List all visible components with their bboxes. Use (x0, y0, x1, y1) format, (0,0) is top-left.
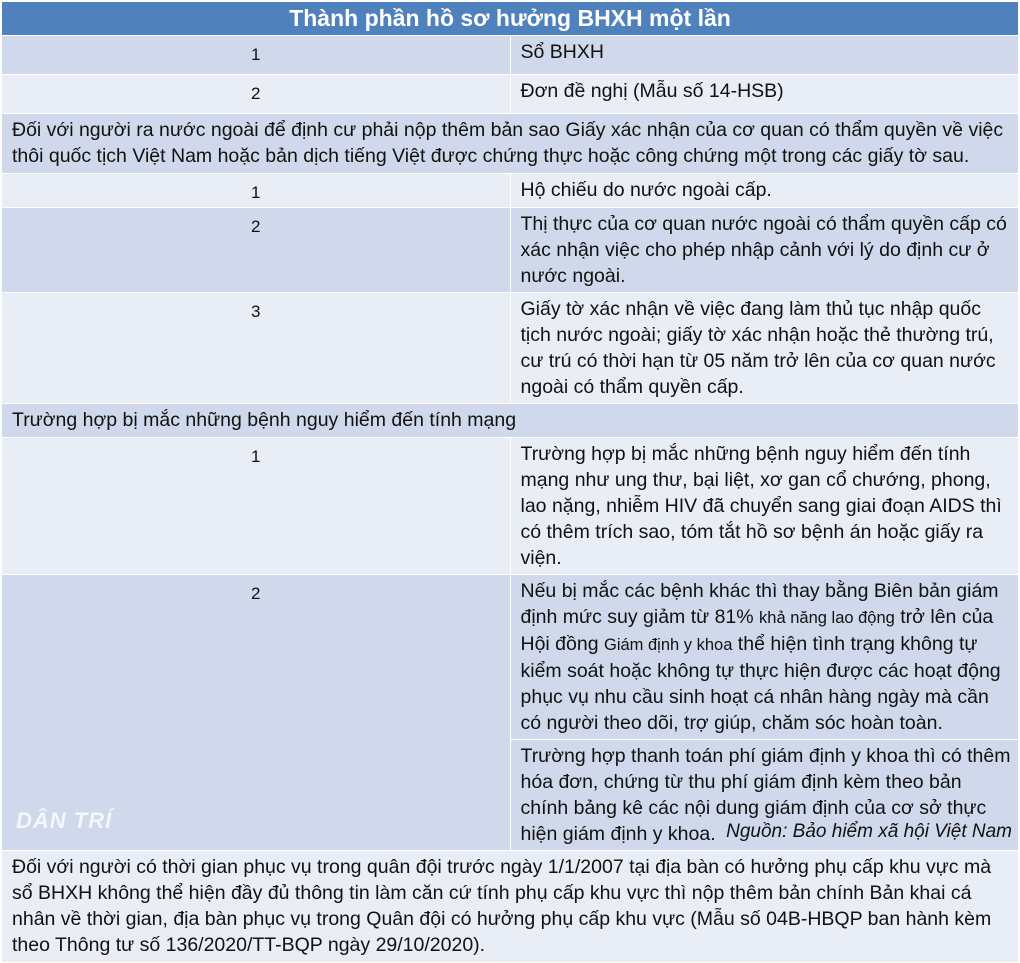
note-illness: Trường hợp bị mắc những bệnh nguy hiểm đến tính mạng (2, 404, 1019, 438)
text-part: Nếu bị mắc các bệnh khác thì thay bằng Biên bản giám định mức suy giảm từ 81% (520, 580, 999, 628)
row-text: Hộ chiếu do nước ngoài cấp. (510, 174, 1019, 208)
row-text: Đơn đề nghị (Mẫu số 14-HSB) (510, 75, 1019, 114)
table-row (2, 208, 1019, 293)
table-row (2, 438, 1019, 575)
table-row (2, 575, 1019, 740)
row-text (510, 575, 1019, 740)
section-note-row (2, 404, 1019, 438)
table-row (2, 36, 1019, 75)
table-title: Thành phần hồ sơ hưởng BHXH một lần (2, 2, 1019, 36)
table-row (2, 293, 1019, 404)
note-military: Đối với người có thời gian phục vụ trong quân đội trước ngày 1/1/2007 tại địa bàn có hưởng phụ cấp khu vực mà sổ BHXH không thể hiện đầy đủ thông tin làm căn cứ tính phụ cấp khu vực thì nộp thêm bản chính Bản khai cá nhân về thời gian, địa bàn phục vụ trong Quân đội có hưởng phụ cấp khu vực (Mẫu số 04B-HBQP ban hành kèm theo Thông tư số 136/2020/TT-BQP ngày 29/10/2020). (2, 851, 1019, 963)
row-text: Sổ BHXH (510, 36, 1019, 75)
note-foreign-settlement: Đối với người ra nước ngoài để định cư phải nộp thêm bản sao Giấy xác nhận của cơ quan có thẩm quyền về việc thôi quốc tịch Việt Nam hoặc bản dịch tiếng Việt được chứng thực hoặc công chứng một trong các giấy tờ sau. (2, 114, 1019, 174)
section-note-row (2, 114, 1019, 174)
row-text: Trường hợp bị mắc những bệnh nguy hiểm đến tính mạng như ung thư, bại liệt, xơ gan cổ chướng, phong, lao nặng, nhiễm HIV đã chuyển sang giai đoạn AIDS thì có thêm trích sao, tóm tắt hồ sơ bệnh án hoặc giấy ra viện. (510, 438, 1019, 575)
row-number: 2 (2, 208, 511, 293)
table-header-row (2, 2, 1019, 36)
text-part: thể hiện tình trạng không tự kiểm soát hoặc không tự thực hiện được các hoạt động phục vụ nhu cầu sinh hoạt cá nhân hàng ngày mà cần có người theo dõi, trợ giúp, chăm sóc hoàn toàn. (520, 633, 1001, 734)
source-caption: Nguồn: Bảo hiểm xã hội Việt Nam (726, 821, 1012, 842)
section-note-row (2, 851, 1019, 963)
text-part-small: khả năng lao động (759, 609, 895, 627)
row-number: 2 (2, 575, 511, 851)
row-text: Trường hợp thanh toán phí giám định y khoa thì có thêm hóa đơn, chứng từ thu phí giám định kèm theo bản chính bảng kê các nội dung giám định của cơ sở thực hiện giám định y khoa. (510, 740, 1019, 851)
row-number: 1 (2, 36, 511, 75)
table-row (2, 75, 1019, 114)
row-number: 1 (2, 174, 511, 208)
watermark-logo: DÂN TRÍ (16, 808, 113, 833)
text-part: trở lên của Hội đồng (520, 606, 994, 655)
requirements-table (1, 1, 1019, 963)
row-number: 2 (2, 75, 511, 114)
row-text: Thị thực của cơ quan nước ngoài có thẩm quyền cấp có xác nhận việc cho phép nhập cảnh với lý do định cư ở nước ngoài. (510, 208, 1019, 293)
text-part-small: Giám định y khoa (603, 636, 733, 654)
row-number: 1 (2, 438, 511, 575)
row-number: 3 (2, 293, 511, 404)
row-text: Giấy tờ xác nhận về việc đang làm thủ tục nhập quốc tịch nước ngoài; giấy tờ xác nhận hoặc thẻ thường trú, cư trú có thời hạn từ 05 năm trở lên của cơ quan nước ngoài có thẩm quyền cấp. (510, 293, 1019, 404)
table-row (2, 174, 1019, 208)
